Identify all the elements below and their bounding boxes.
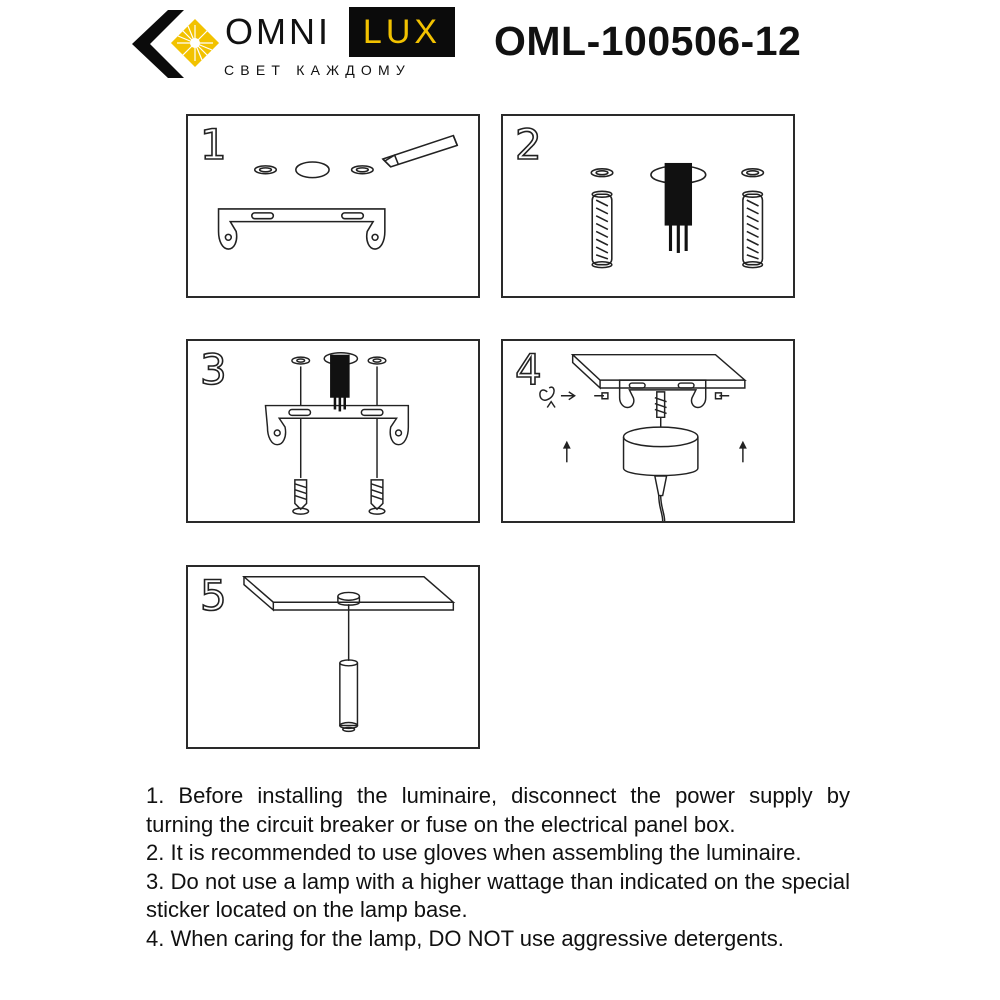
step-number: 3 [200, 345, 227, 394]
brand-name-omni: OMNI [225, 11, 331, 52]
brand-tagline: СВЕТ КАЖДОМУ [224, 62, 411, 78]
step-1-panel [186, 114, 480, 298]
step-3-panel [186, 339, 480, 523]
brand-logo-mark [128, 8, 220, 80]
brand-name-lux: LUX [349, 7, 455, 57]
instruction-item: 3. Do not use a lamp with a higher wattage than indicated on the special sticker located on the lamp base. [146, 868, 850, 923]
step-5-illustration [188, 567, 478, 747]
step-2-illustration [503, 116, 793, 296]
step-2-panel [501, 114, 795, 298]
step-4-illustration [503, 341, 793, 521]
step-number: 4 [515, 345, 542, 394]
instruction-item: 1. Before installing the luminaire, disconnect the power supply by turning the circuit breaker or fuse on the electrical panel box. [146, 783, 850, 837]
instruction-item: 4. When caring for the lamp, DO NOT use aggressive detergents. [146, 925, 784, 951]
instruction-item: 2. It is recommended to use gloves when assembling the luminaire. [146, 840, 802, 866]
step-3-illustration [188, 341, 478, 521]
step-4-panel [501, 339, 795, 523]
model-number: OML-100506-12 [494, 18, 802, 64]
safety-instructions [146, 782, 850, 954]
step-1-illustration [188, 116, 478, 296]
step-number: 5 [200, 571, 227, 620]
step-number: 1 [200, 120, 227, 169]
step-5-panel [186, 565, 480, 749]
step-number: 2 [515, 120, 542, 169]
